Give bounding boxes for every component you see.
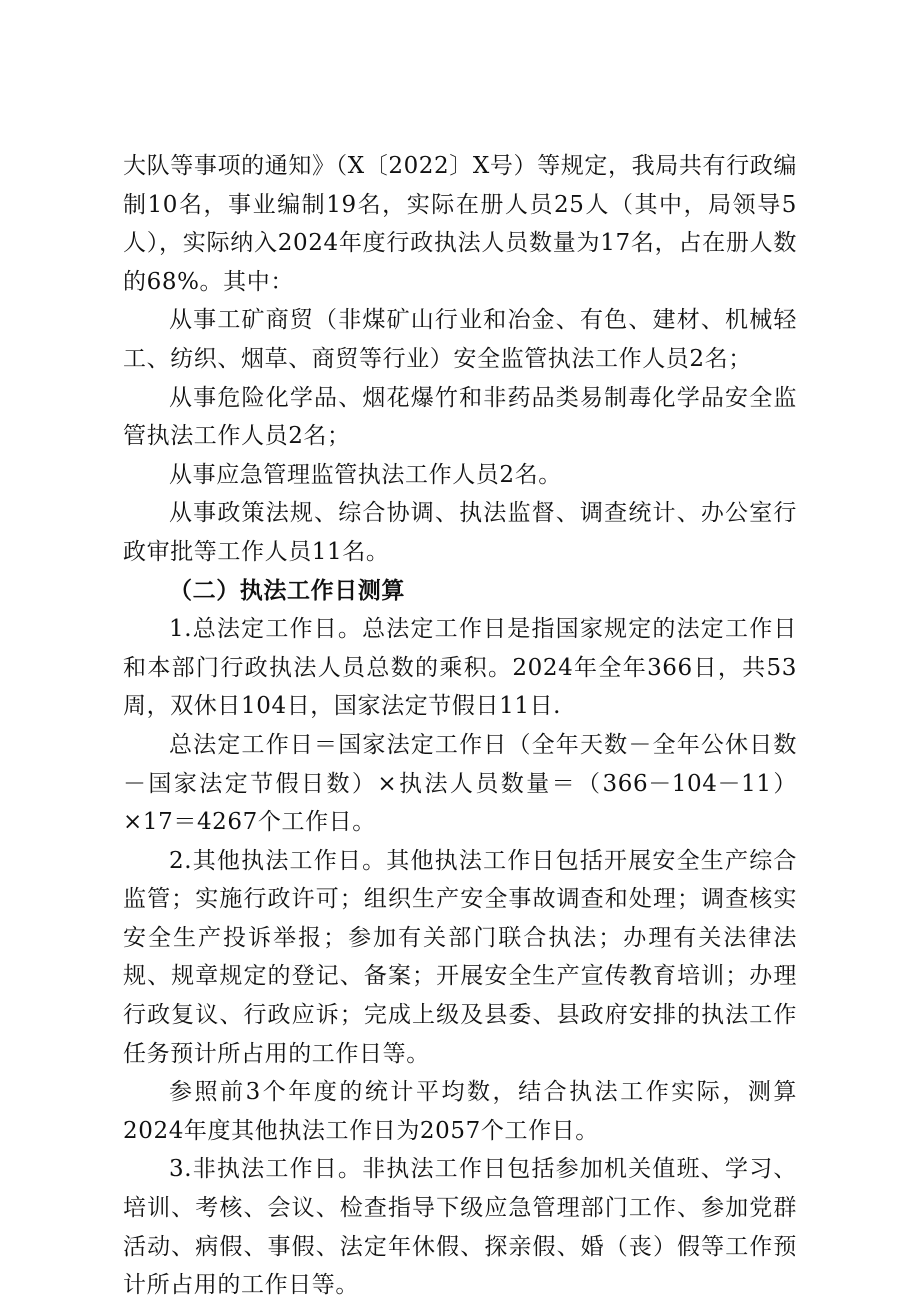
paragraph-other-workdays-estimate: 参照前3个年度的统计平均数，结合执法工作实际，测算2024年度其他执法工作日为2057个工作日。 (123, 1079, 797, 1144)
paragraph-staffing-intro: 大队等事项的通知》（X〔2022〕X号）等规定，我局共有行政编制10名，事业编制19名，实际在册人员25人（其中，局领导5人），实际纳入2024年度行政执法人员数量为17名，占在册人数的68%。其中： (123, 153, 797, 295)
paragraph-total-legal-workdays: 1.总法定工作日。总法定工作日是指国家规定的法定工作日和本部门行政执法人员总数的乘积。2024年全年366日，共53周，双休日104日，国家法定节假日11日. (123, 616, 797, 720)
paragraph-policy-admin-staff: 从事政策法规、综合协调、执法监督、调查统计、办公室行政审批等工作人员11名。 (123, 500, 797, 565)
paragraph-non-enforcement-workdays: 3.非执法工作日。非执法工作日包括参加机关值班、学习、培训、考核、会议、检查指导下级应急管理部门工作、参加党群活动、病假、事假、法定年休假、探亲假、婚（丧）假等工作预计所占用的工作日等。 (123, 1156, 797, 1299)
paragraph-hazardous-chemicals-staff: 从事危险化学品、烟花爆竹和非药品类易制毒化学品安全监管执法工作人员2名； (123, 384, 797, 450)
paragraph-other-enforcement-workdays: 2.其他执法工作日。其他执法工作日包括开展安全生产综合监管；实施行政许可；组织生产安全事故调查和处理；调查核实安全生产投诉举报；参加有关部门联合执法；办理有关法律法规、规章规定的登记、备案；开展安全生产宣传教育培训；办理行政复议、行政应诉；完成上级及县委、县政府安排的执法工作任务预计所占用的工作日等。 (123, 847, 797, 1067)
paragraph-industry-trade-staff: 从事工矿商贸（非煤矿山行业和冶金、有色、建材、机械轻工、纺织、烟草、商贸等行业）安全监管执法工作人员2名； (123, 307, 797, 372)
document-body (123, 147, 797, 1305)
paragraph-workday-formula: 总法定工作日＝国家法定工作日（全年天数－全年公休日数－国家法定节假日数）×执法人员数量＝（366－104－11）×17＝4267个工作日。 (123, 731, 797, 836)
paragraph-emergency-management-staff: 从事应急管理监管执法工作人员2名。 (169, 461, 562, 488)
section-heading-workday-calculation: （二）执法工作日测算 (169, 576, 405, 604)
